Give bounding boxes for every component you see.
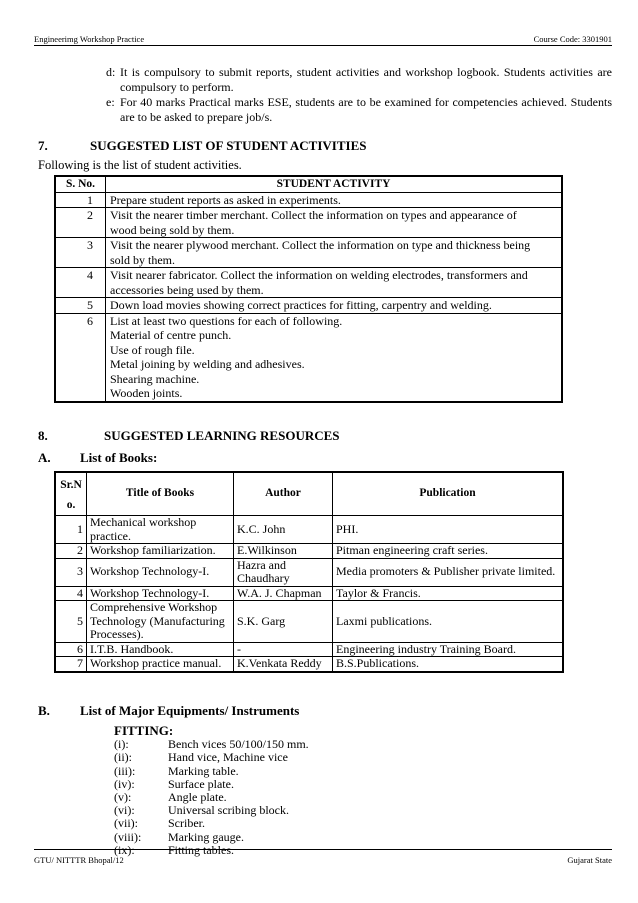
srno-header-line: o. xyxy=(66,499,76,511)
table-header-row xyxy=(55,472,563,516)
activity-line: accessories being used by them. xyxy=(110,282,264,297)
column-header-publication: Publication xyxy=(333,472,564,516)
header-course-code: Course Code: 3301901 xyxy=(533,34,612,44)
book-number: 5 xyxy=(55,601,87,643)
book-author: K.C. John xyxy=(234,516,333,544)
book-publication: Laxmi publications. xyxy=(333,601,564,643)
activity-line: Prepare student reports as asked in experiments. xyxy=(110,192,341,207)
equipment-number: (iii): xyxy=(114,763,136,778)
srno-header-line: Sr.N xyxy=(60,479,82,491)
section-number: 8. xyxy=(38,428,48,443)
equipment-name: Surface plate. xyxy=(168,776,234,791)
activity-text xyxy=(106,268,563,298)
activity-line: Down load movies showing correct practices for fitting, carpentry and welding. xyxy=(110,298,492,312)
book-title: Workshop familiarization. xyxy=(87,544,234,559)
book-title: Comprehensive Workshop Technology (Manufacturing Processes). xyxy=(87,601,234,643)
book-author: W.A. J. Chapman xyxy=(234,586,333,601)
equipment-number: (ix): xyxy=(114,842,135,857)
book-title: Mechanical workshop practice. xyxy=(87,516,234,544)
activity-number: 4 xyxy=(55,268,106,298)
section-number: 7. xyxy=(38,138,48,153)
equipment-number: (ii): xyxy=(114,750,132,765)
activity-row xyxy=(55,192,562,208)
column-header-activity: STUDENT ACTIVITY xyxy=(106,176,563,192)
book-number: 7 xyxy=(55,657,87,672)
note-text: It is compulsory to submit reports, student activities and workshop logbook. Students activities are compulsory to perform. xyxy=(120,65,612,94)
equipment-number: (vii): xyxy=(114,816,138,831)
column-header-srno xyxy=(55,472,87,516)
footer-institute: GTU/ NITTTR Bhopal/12 xyxy=(34,855,124,865)
book-row xyxy=(55,586,563,601)
book-author: K.Venkata Reddy xyxy=(234,657,333,672)
book-publication: Pitman engineering craft series. xyxy=(333,544,564,559)
equipment-name: Hand vice, Machine vice xyxy=(168,750,288,765)
activity-number: 2 xyxy=(55,208,106,238)
note-label: e: xyxy=(106,95,115,109)
activity-line: Metal joining by welding and adhesives. xyxy=(110,357,305,371)
note-text: For 40 marks Practical marks ESE, students are to be examined for competencies achieved. Students are to be asked to prepare job/s. xyxy=(120,95,612,124)
books-table xyxy=(54,471,564,673)
book-row xyxy=(55,516,563,544)
activity-line: Use of rough file. xyxy=(110,342,195,357)
book-number: 3 xyxy=(55,558,87,586)
activity-row xyxy=(55,313,562,402)
book-title: I.T.B. Handbook. xyxy=(87,642,234,657)
equipment-number: (v): xyxy=(114,789,132,804)
activity-line: Wooden joints. xyxy=(110,386,183,400)
equipment-list xyxy=(114,723,309,857)
equipment-name: Marking table. xyxy=(168,763,239,778)
book-publication: Media promoters & Publisher private limited. xyxy=(333,558,564,586)
subsection-title: List of Books: xyxy=(80,450,158,465)
activity-text xyxy=(106,192,563,208)
book-title: Workshop Technology-I. xyxy=(87,558,234,586)
activity-number: 6 xyxy=(55,313,106,402)
book-title: Workshop practice manual. xyxy=(87,657,234,672)
activity-line: Shearing machine. xyxy=(110,371,200,386)
activity-text xyxy=(106,238,563,268)
column-header-sno: S. No. xyxy=(55,176,106,192)
table-header-row xyxy=(55,176,562,192)
column-header-author: Author xyxy=(234,472,333,516)
activity-line: List at least two questions for each of following. xyxy=(110,313,343,328)
activity-line: wood being sold by them. xyxy=(110,222,235,237)
equipment-item xyxy=(114,776,234,791)
header-course-name: Engineerimg Workshop Practice xyxy=(34,34,145,44)
subsection-title: List of Major Equipments/ Instruments xyxy=(80,703,300,718)
equipment-name: Marking gauge. xyxy=(168,829,244,844)
activity-line: sold by them. xyxy=(110,252,175,267)
note-label: d: xyxy=(106,65,116,79)
book-number: 2 xyxy=(55,544,87,559)
book-author: Hazra and Chaudhary xyxy=(234,558,333,586)
subsection-label: B. xyxy=(38,703,50,718)
book-publication: PHI. xyxy=(333,516,564,544)
equipment-name: Bench vices 50/100/150 mm. xyxy=(168,737,309,752)
equipment-name: Universal scribing block. xyxy=(168,803,289,818)
equipment-name: Angle plate. xyxy=(168,789,227,804)
page-header xyxy=(34,31,612,46)
activity-line: Material of centre punch. xyxy=(110,328,232,342)
section-title: SUGGESTED LEARNING RESOURCES xyxy=(104,428,340,443)
book-number: 1 xyxy=(55,516,87,544)
book-publication: B.S.Publications. xyxy=(333,657,564,672)
activity-number: 1 xyxy=(55,192,106,208)
book-author: - xyxy=(234,642,333,657)
equipment-group-title: FITTING: xyxy=(114,723,174,738)
equipment-number: (vi): xyxy=(114,803,135,818)
book-number: 4 xyxy=(55,586,87,601)
activity-line: Visit the nearer plywood merchant. Collect the information on type and thickness being xyxy=(110,238,531,252)
book-number: 6 xyxy=(55,642,87,657)
equipment-number: (i): xyxy=(114,737,129,752)
equipment-number: (viii): xyxy=(114,829,142,844)
activity-row xyxy=(55,208,562,238)
page-footer xyxy=(34,849,612,864)
activity-text xyxy=(106,313,563,402)
column-header-title: Title of Books xyxy=(87,472,234,516)
activity-number: 3 xyxy=(55,238,106,268)
book-author: S.K. Garg xyxy=(234,601,333,643)
activities-intro: Following is the list of student activities. xyxy=(38,158,242,172)
book-row xyxy=(55,642,563,657)
equipment-name: Scriber. xyxy=(168,816,205,831)
activity-number: 5 xyxy=(55,298,106,314)
book-publication: Engineering industry Training Board. xyxy=(333,642,564,657)
activity-text xyxy=(106,298,563,314)
activity-row xyxy=(55,268,562,298)
section-title: SUGGESTED LIST OF STUDENT ACTIVITIES xyxy=(90,138,367,153)
book-publication: Taylor & Francis. xyxy=(333,586,564,601)
student-activities-table xyxy=(54,175,563,403)
equipment-item xyxy=(114,750,288,765)
activity-text xyxy=(106,208,563,238)
book-row xyxy=(55,601,563,643)
book-author: E.Wilkinson xyxy=(234,544,333,559)
subsection-label: A. xyxy=(38,450,51,465)
footer-state: Gujarat State xyxy=(567,855,612,865)
equipment-item xyxy=(114,829,244,844)
equipment-name: Fitting tables. xyxy=(168,842,234,857)
activity-line: Visit nearer fabricator. Collect the information on welding electrodes, transformers and xyxy=(110,268,528,282)
equipment-number: (iv): xyxy=(114,776,135,791)
book-row xyxy=(55,544,563,559)
equipment-item xyxy=(114,816,205,831)
activity-row xyxy=(55,298,562,314)
activity-line: Visit the nearer timber merchant. Collect the information on types and appearance of xyxy=(110,208,517,222)
book-title: Workshop Technology-I. xyxy=(87,586,234,601)
equipment-item xyxy=(114,763,239,778)
activity-row xyxy=(55,238,562,268)
book-row xyxy=(55,657,563,672)
book-row xyxy=(55,558,563,586)
